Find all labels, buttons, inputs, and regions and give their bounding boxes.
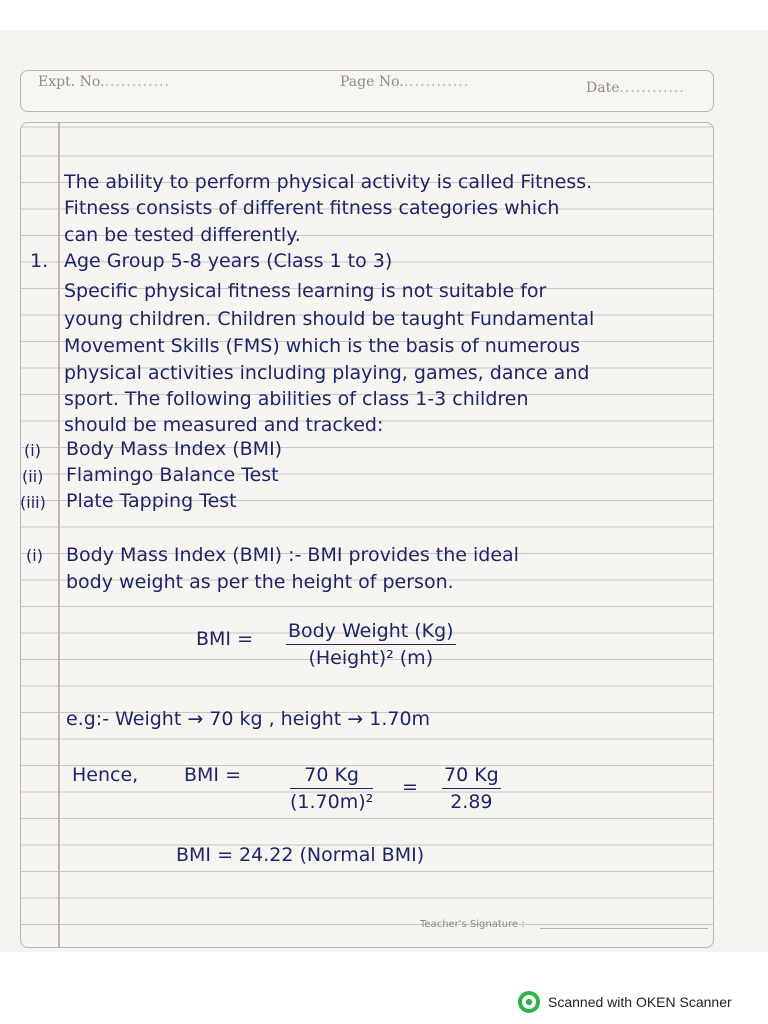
- list-item-1-number: (i): [24, 441, 41, 460]
- list-item-2-number: (ii): [22, 467, 44, 486]
- question-number: 1.: [30, 250, 49, 272]
- formula-numerator: Body Weight (Kg): [286, 620, 456, 645]
- calc-denominator-1: (1.70m)²: [290, 791, 374, 813]
- date-label: Date............: [586, 80, 685, 96]
- list-item-2: Flamingo Balance Test: [66, 464, 279, 486]
- page-no-label: Page No.............: [340, 74, 470, 90]
- bmi-section-number: (i): [26, 546, 43, 565]
- formula-denominator: (Height)² (m): [308, 647, 434, 669]
- paragraph-line-5: sport. The following abilities of class 1-3 children: [64, 388, 529, 410]
- paragraph-line-4: physical activities including playing, games, dance and: [64, 362, 590, 384]
- signature-line: [540, 928, 708, 929]
- calc-denominator-2: 2.89: [450, 791, 493, 813]
- list-item-1: Body Mass Index (BMI): [66, 438, 283, 460]
- paragraph-line-1: Specific physical fitness learning is not suitable for: [64, 280, 547, 302]
- bmi-definition-line-2: body weight as per the height of person.: [66, 571, 454, 593]
- paragraph-line-3: Movement Skills (FMS) which is the basis of numerous: [64, 335, 581, 357]
- scanner-text: Scanned with OKEN Scanner: [548, 994, 732, 1010]
- calc-lhs: BMI =: [184, 764, 241, 786]
- scanner-watermark: [518, 990, 732, 1014]
- intro-line-2: Fitness consists of different fitness categories which: [64, 197, 560, 219]
- teacher-signature-label: Teacher's Signature :: [420, 919, 525, 930]
- expt-no-label: Expt. No.............: [38, 74, 170, 90]
- example-line: e.g:- Weight → 70 kg , height → 1.70m: [66, 708, 431, 730]
- intro-line-1: The ability to perform physical activity is called Fitness.: [64, 171, 593, 193]
- hence-label: Hence,: [72, 764, 139, 786]
- calc-numerator-2: 70 Kg: [442, 764, 501, 789]
- paragraph-line-2: young children. Children should be taught Fundamental: [64, 308, 595, 330]
- scanner-logo-icon: [518, 991, 540, 1013]
- paragraph-line-6: should be measured and tracked:: [64, 414, 384, 436]
- intro-line-3: can be tested differently.: [64, 224, 301, 246]
- list-item-3-number: (iii): [20, 493, 46, 512]
- calc-equals: =: [402, 776, 418, 798]
- bmi-definition-line-1: Body Mass Index (BMI) :- BMI provides the ideal: [66, 544, 519, 566]
- calc-fraction-1: [290, 764, 373, 813]
- margin-line: [58, 123, 60, 947]
- bmi-formula-fraction: [286, 620, 456, 669]
- question-title: Age Group 5-8 years (Class 1 to 3): [64, 250, 393, 272]
- formula-lhs: BMI =: [196, 628, 253, 650]
- calc-numerator-1: 70 Kg: [290, 764, 373, 789]
- bmi-result: BMI = 24.22 (Normal BMI): [176, 844, 425, 866]
- calc-fraction-2: [442, 764, 501, 813]
- list-item-3: Plate Tapping Test: [66, 490, 237, 512]
